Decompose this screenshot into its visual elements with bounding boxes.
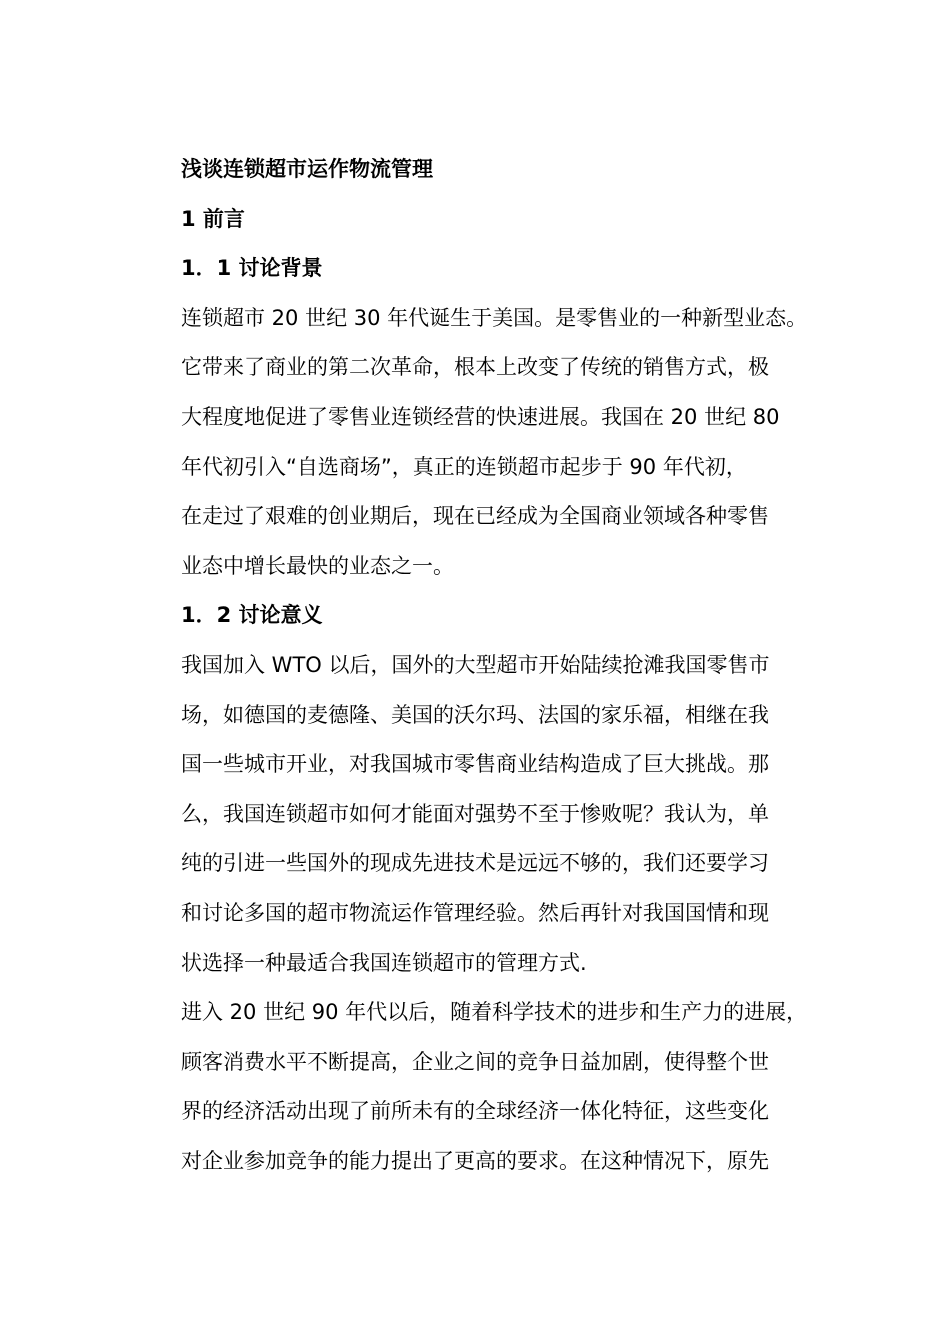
paragraph-line: 场，如德国的麦德隆、美国的沃尔玛、法国的家乐福，相继在我 xyxy=(181,702,769,727)
heading-preface: 1 前言 xyxy=(181,206,245,231)
paragraph-background xyxy=(181,294,836,592)
paragraph-line: 国一些城市开业，对我国城市零售商业结构造成了巨大挑战。那 xyxy=(181,752,769,777)
paragraph-line: 在走过了艰难的创业期后，现在已经成为全国商业领域各种零售 xyxy=(181,504,769,529)
paragraph-line: 我国加入 WTO 以后，国外的大型超市开始陆续抢滩我国零售市 xyxy=(181,652,770,677)
heading-background: 1．1 讨论背景 xyxy=(181,256,323,281)
document-page xyxy=(181,145,836,1186)
paragraph-line: 进入 20 世纪 90 年代以后，随着科学技术的进步和生产力的进展， xyxy=(181,1000,808,1025)
paragraph-line: 么，我国连锁超市如何才能面对强势不至于惨败呢？我认为，单 xyxy=(181,801,769,826)
paragraph-line: 界的经济活动出现了前所未有的全球经济一体化特征，这些变化 xyxy=(181,1099,769,1124)
paragraph-line: 年代初引入“自选商场”，真正的连锁超市起步于 90 年代初， xyxy=(181,454,747,479)
paragraph-line: 状选择一种最适合我国连锁超市的管理方式. xyxy=(181,950,587,975)
paragraph-line: 大程度地促进了零售业连锁经营的快速进展。我国在 20 世纪 80 xyxy=(181,404,780,429)
paragraph-line: 顾客消费水平不断提高，企业之间的竞争日益加剧，使得整个世 xyxy=(181,1049,769,1074)
heading-significance: 1．2 讨论意义 xyxy=(181,603,323,628)
paragraph-development xyxy=(181,988,836,1186)
document-title: 浅谈连锁超市运作物流管理 xyxy=(181,157,433,181)
paragraph-line: 对企业参加竞争的能力提出了更高的要求。在这种情况下，原先 xyxy=(181,1148,769,1173)
paragraph-significance xyxy=(181,641,836,988)
paragraph-line: 连锁超市 20 世纪 30 年代诞生于美国。是零售业的一种新型业态。 xyxy=(181,305,808,330)
paragraph-line: 它带来了商业的第二次革命，根本上改变了传统的销售方式，极 xyxy=(181,355,769,380)
paragraph-line: 业态中增长最快的业态之一。 xyxy=(181,553,454,578)
paragraph-line: 和讨论多国的超市物流运作管理经验。然后再针对我国国情和现 xyxy=(181,900,769,925)
paragraph-line: 纯的引进一些国外的现成先进技术是远远不够的，我们还要学习 xyxy=(181,851,769,876)
